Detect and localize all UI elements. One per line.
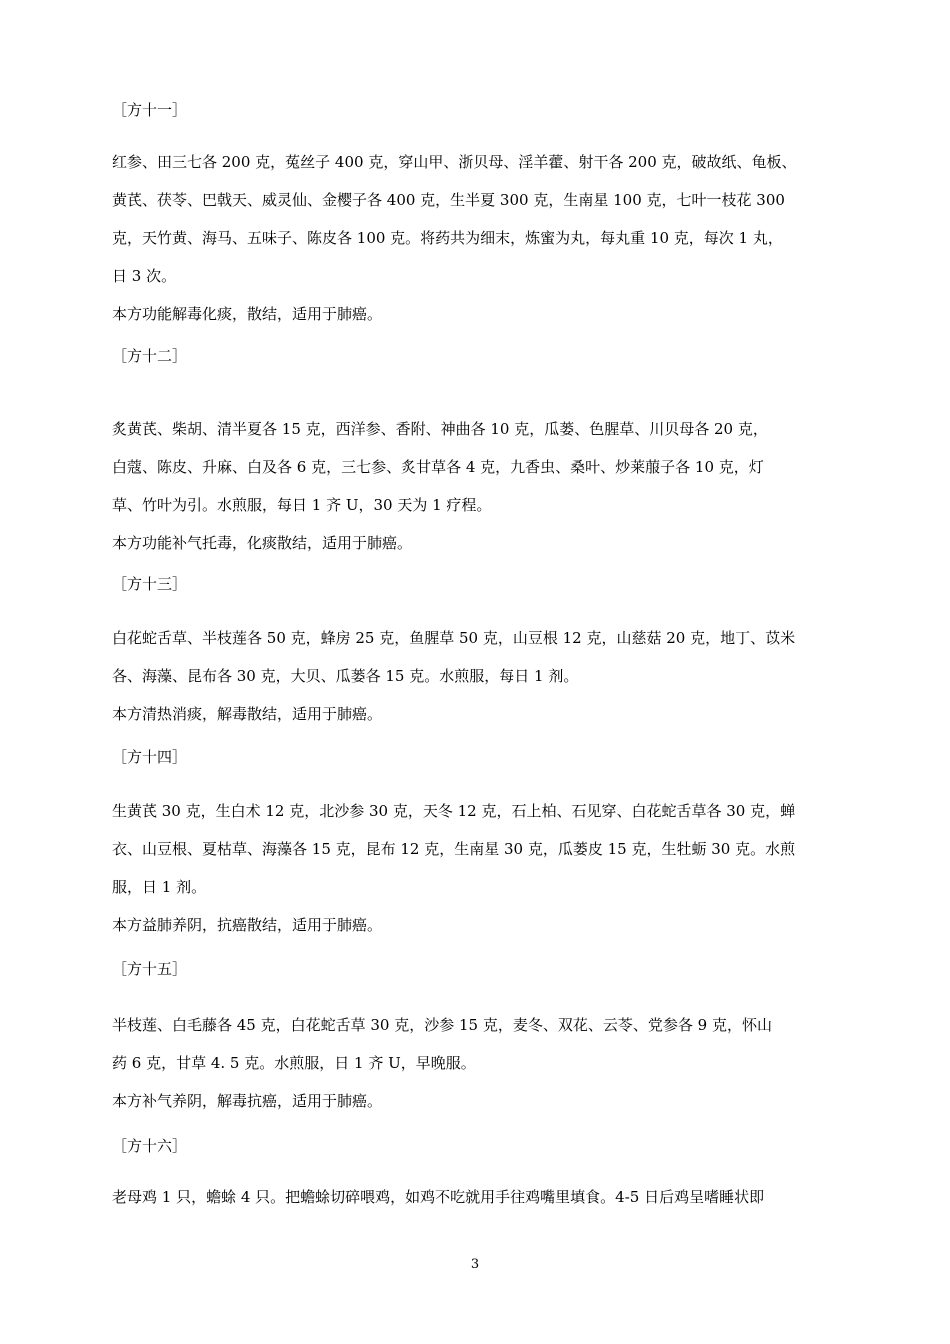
text-line: 日 3 次。 xyxy=(112,267,177,285)
heading-fang-11: ［方十一］ xyxy=(112,101,188,119)
text-line: 半枝莲、白毛藤各 45 克，白花蛇舌草 30 克，沙参 15 克，麦冬、双花、云苓、党参各 9 克，怀山 xyxy=(112,1016,772,1034)
heading-fang-14: ［方十四］ xyxy=(112,748,188,766)
text-line: 本方益肺养阴，抗癌散结，适用于肺癌。 xyxy=(112,916,383,934)
text-line: 白花蛇舌草、半枝莲各 50 克，蜂房 25 克，鱼腥草 50 克，山豆根 12 克，山慈菇 20 克，地丁、苡米 xyxy=(112,629,796,647)
text-line: 老母鸡 1 只，蟾蜍 4 只。把蟾蜍切碎喂鸡，如鸡不吃就用手往鸡嘴里填食。4-5 日后鸡呈嗜睡状即 xyxy=(112,1188,765,1206)
text-line: 本方功能解毒化痰，散结，适用于肺癌。 xyxy=(112,305,383,323)
text-line: 白蔻、陈皮、升麻、白及各 6 克，三七参、炙甘草各 4 克，九香虫、桑叶、炒莱菔子各 10 克，灯 xyxy=(112,458,764,476)
paragraph-fang-13 xyxy=(112,619,852,733)
text-line: 衣、山豆根、夏枯草、海藻各 15 克，昆布 12 克，生南星 30 克，瓜蒌皮 15 克，生牡蛎 30 克。水煎 xyxy=(112,840,796,858)
heading-fang-16: ［方十六］ xyxy=(112,1137,188,1155)
text-line: 生黄芪 30 克，生白术 12 克，北沙参 30 克，天冬 12 克，石上柏、石见穿、白花蛇舌草各 30 克，蝉 xyxy=(112,802,796,820)
paragraph-fang-14 xyxy=(112,792,852,944)
text-line: 红参、田三七各 200 克，菟丝子 400 克，穿山甲、浙贝母、淫羊藿、射干各 200 克，破故纸、龟板、 xyxy=(112,153,797,171)
paragraph-fang-12 xyxy=(112,410,852,562)
page-number: 3 xyxy=(470,1257,480,1272)
heading-fang-13: ［方十三］ xyxy=(112,575,188,593)
text-line: 克，天竹黄、海马、五味子、陈皮各 100 克。将药共为细末，炼蜜为丸，每丸重 10 克，每次 1 丸， xyxy=(112,229,783,247)
text-line: 服，日 1 剂。 xyxy=(112,878,207,896)
text-line: 黄芪、茯苓、巴戟天、威灵仙、金樱子各 400 克，生半夏 300 克，生南星 100 克，七叶一枝花 300 xyxy=(112,191,785,209)
heading-fang-15: ［方十五］ xyxy=(112,960,188,978)
text-line: 炙黄芪、柴胡、清半夏各 15 克，西洋参、香附、神曲各 10 克，瓜蒌、色腥草、川贝母各 20 克， xyxy=(112,420,768,438)
paragraph-fang-16 xyxy=(112,1178,852,1216)
paragraph-fang-11 xyxy=(112,143,852,333)
paragraph-fang-15 xyxy=(112,1006,852,1120)
text-line: 药 6 克，甘草 4. 5 克。水煎服，日 1 齐 U，早晚服。 xyxy=(112,1054,476,1072)
text-line: 草、竹叶为引。水煎服，每日 1 齐 U，30 天为 1 疗程。 xyxy=(112,496,492,514)
text-line: 本方补气养阴，解毒抗癌，适用于肺癌。 xyxy=(112,1092,383,1110)
text-line: 各、海藻、昆布各 30 克，大贝、瓜蒌各 15 克。水煎服，每日 1 剂。 xyxy=(112,667,579,685)
text-line: 本方功能补气托毒，化痰散结，适用于肺癌。 xyxy=(112,534,413,552)
heading-fang-12: ［方十二］ xyxy=(112,347,188,365)
text-line: 本方清热消痰，解毒散结，适用于肺癌。 xyxy=(112,705,383,723)
